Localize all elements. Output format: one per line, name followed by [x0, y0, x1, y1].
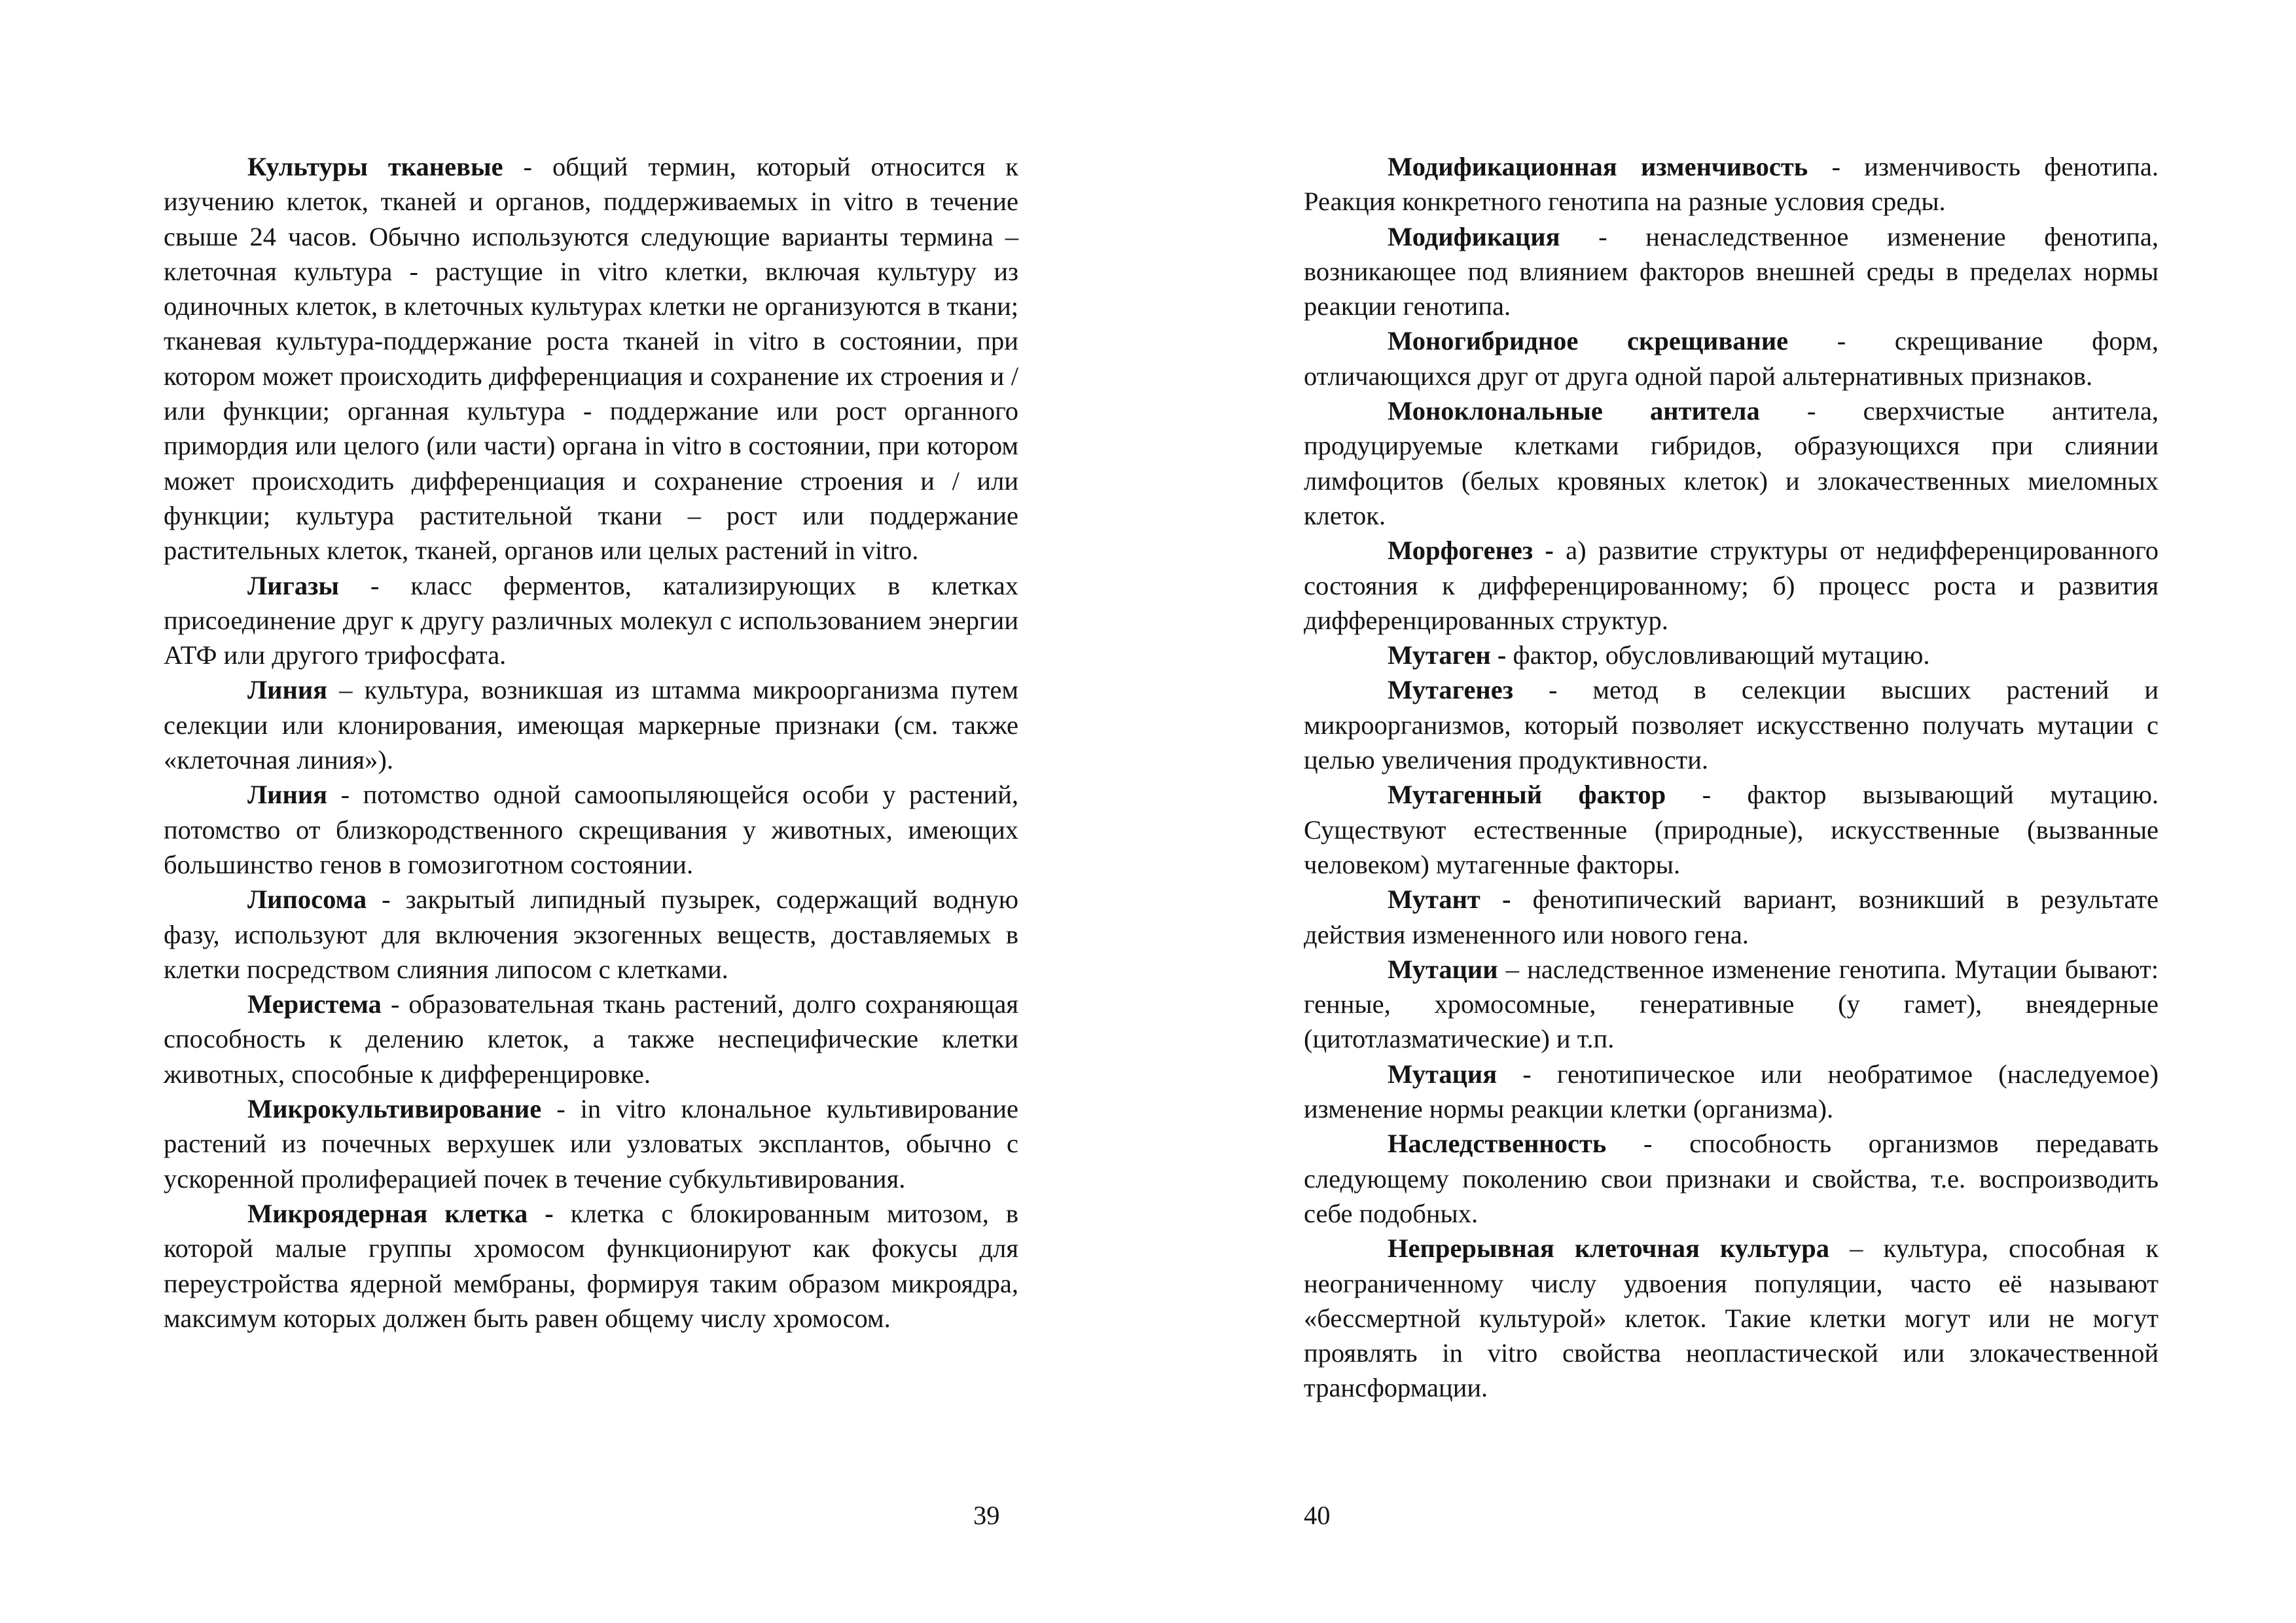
entry-term: Мутация	[1388, 1059, 1498, 1089]
entry-definition: фактор, обусловливающий мутацию.	[1506, 640, 1930, 670]
entry-definition: - ненаследственное изменение фенотипа, возникающее под влиянием факторов внешней среды в пределах нормы реакции генотипа.	[1304, 221, 2159, 321]
glossary-entry	[1304, 149, 2159, 219]
entry-definition: - способность организмов передавать следующему поколению свои признаки и свойства, т.е. воспроизводить себе подобных.	[1304, 1129, 2159, 1228]
entry-term: Мутаген -	[1388, 640, 1507, 670]
entry-definition: – наследственное изменение генотипа. Мутации бывают: генные, хромосомные, генеративные (у гамет), внеядерные (цитотлазматические) и т.п.	[1304, 954, 2159, 1054]
glossary-entry	[1304, 1057, 2159, 1127]
entry-term: Мутации	[1388, 954, 1498, 984]
glossary-entry	[1304, 638, 2159, 672]
glossary-entry	[164, 777, 1018, 882]
glossary-entry	[1304, 952, 2159, 1057]
glossary-entry	[164, 568, 1018, 673]
glossary-entry	[1304, 882, 2159, 952]
entry-definition: - генотипическое или необратимое (наследуемое) изменение нормы реакции клетки (организма).	[1304, 1059, 2159, 1124]
entry-definition: - скрещивание форм, отличающихся друг от друга одной парой альтернативных признаков.	[1304, 326, 2159, 391]
entry-definition: - изменчивость фенотипа. Реакция конкретного генотипа на разные условия среды.	[1304, 152, 2159, 217]
entry-term: Микроядерная клетка -	[247, 1198, 554, 1228]
right-page-text	[1304, 149, 2159, 1406]
entry-term: Моногибридное скрещивание	[1388, 326, 1789, 356]
page-number-right: 40	[1304, 1501, 1331, 1530]
entry-term: Мутант -	[1388, 884, 1511, 915]
entry-term: Морфогенез -	[1388, 536, 1554, 566]
page-number-left: 39	[973, 1501, 1000, 1530]
entry-term: Непрерывная клеточная культура	[1388, 1233, 1830, 1264]
right-page	[1304, 149, 2159, 1524]
entry-definition: - потомство одной самоопыляющейся особи у растений, потомство от близкородственного скрещивания у животных, имеющих большинство генов в гомозиготном состоянии.	[164, 780, 1018, 879]
entry-definition: клетка с блокированным митозом, в которой малые группы хромосом функционируют как фокусы для переустройства ядерной мембраны, формируя таким образом микроядра, максимум которых должен быть равен общему числу хромосом.	[164, 1198, 1018, 1333]
left-page	[164, 149, 1018, 1524]
left-page-text	[164, 149, 1018, 1336]
entry-term: Микрокультивирование	[247, 1094, 542, 1124]
entry-term: Меристема	[247, 989, 382, 1019]
entry-definition: – культура, способная к неограниченному числу удвоения популяции, часто её называют «бессмертной культурой» клеток. Такие клетки могут или не могут проявлять in vitro свойства неопластической или злокачественной трансформации.	[1304, 1233, 2159, 1403]
entry-term: Мутагенный фактор	[1388, 780, 1666, 810]
entry-term: Мутагенез	[1388, 675, 1513, 705]
glossary-entry	[1304, 393, 2159, 533]
glossary-entry	[1304, 672, 2159, 777]
glossary-entry	[164, 1196, 1018, 1336]
entry-definition: фенотипический вариант, возникший в результате действия измененного или нового гена.	[1304, 884, 2159, 949]
entry-term: Линия	[247, 780, 328, 810]
entry-definition: - общий термин, который относится к изучению клеток, тканей и органов, поддерживаемых in vitro в течение свыше 24 часов. Обычно используются следующие варианты термина – клеточная культура - растущие in vitro клетки, включая культуру из одиночных клеток, в клеточных культурах клетки не организуются в ткани; тканевая культура-поддержание роста тканей in vitro в состоянии, при котором может происходить дифференциация и сохранение их строения и / или функции; органная культура - поддержание или рост органного примордия или целого (или части) органа in vitro в состоянии, при котором может происходить дифференциация и сохранение строения и / или функции; культура растительной ткани – рост или поддержание растительных клеток, тканей, органов или целых растений in vitro.	[164, 152, 1018, 566]
glossary-entry	[164, 987, 1018, 1091]
entry-definition: - образовательная ткань растений, долго сохраняющая способность к делению клеток, а также неспецифические клетки животных, способные к дифференцировке.	[164, 989, 1018, 1089]
glossary-entry	[164, 1091, 1018, 1196]
entry-definition: - сверхчистые антитела, продуцируемые клетками гибридов, образующихся при слиянии лимфоцитов (белых кровяных клеток) и злокачественных миеломных клеток.	[1304, 396, 2159, 530]
entry-definition: - закрытый липидный пузырек, содержащий водную фазу, используют для включения экзогенных веществ, доставляемых в клетки посредством слияния липосом с клетками.	[164, 884, 1018, 984]
glossary-entry	[1304, 1126, 2159, 1231]
entry-term: Моноклональные антитела	[1388, 396, 1760, 426]
glossary-entry	[1304, 777, 2159, 882]
glossary-entry	[164, 672, 1018, 777]
entry-term: Модификация	[1388, 221, 1560, 251]
entry-term: Линия	[247, 675, 328, 705]
glossary-entry	[1304, 1231, 2159, 1405]
entry-definition: - фактор вызывающий мутацию. Существуют естественные (природные), искусственные (вызванные человеком) мутагенные факторы.	[1304, 780, 2159, 879]
glossary-entry	[1304, 323, 2159, 393]
entry-term: Наследственность	[1388, 1129, 1607, 1159]
glossary-entry	[1304, 219, 2159, 324]
entry-definition: - метод в селекции высших растений и микроорганизмов, который позволяет искусственно получать мутации с целью увеличения продуктивности.	[1304, 675, 2159, 775]
entry-term: Модификационная изменчивость	[1388, 152, 1808, 181]
glossary-entry	[1304, 533, 2159, 638]
glossary-entry	[164, 149, 1018, 568]
entry-definition: а) развитие структуры от недифференцированного состояния к дифференцированному; б) процесс роста и развития дифференцированных структур.	[1304, 536, 2159, 635]
entry-definition: – культура, возникшая из штамма микроорганизма путем селекции или клонирования, имеющая маркерные признаки (см. также «клеточная линия»).	[164, 675, 1018, 775]
glossary-entry	[164, 882, 1018, 987]
entry-term: Липосома	[247, 884, 367, 915]
entry-term: Культуры тканевые	[247, 152, 503, 181]
entry-definition: - in vitro клональное культивирование растений из почечных верхушек или узловатых эксплантов, обычно с ускоренной пролиферацией почек в течение субкультивирования.	[164, 1094, 1018, 1194]
entry-term: Лигазы	[247, 570, 340, 600]
entry-definition: - класс ферментов, катализирующих в клетках присоединение друг к другу различных молекул с использованием энергии АТФ или другого трифосфата.	[164, 570, 1018, 670]
